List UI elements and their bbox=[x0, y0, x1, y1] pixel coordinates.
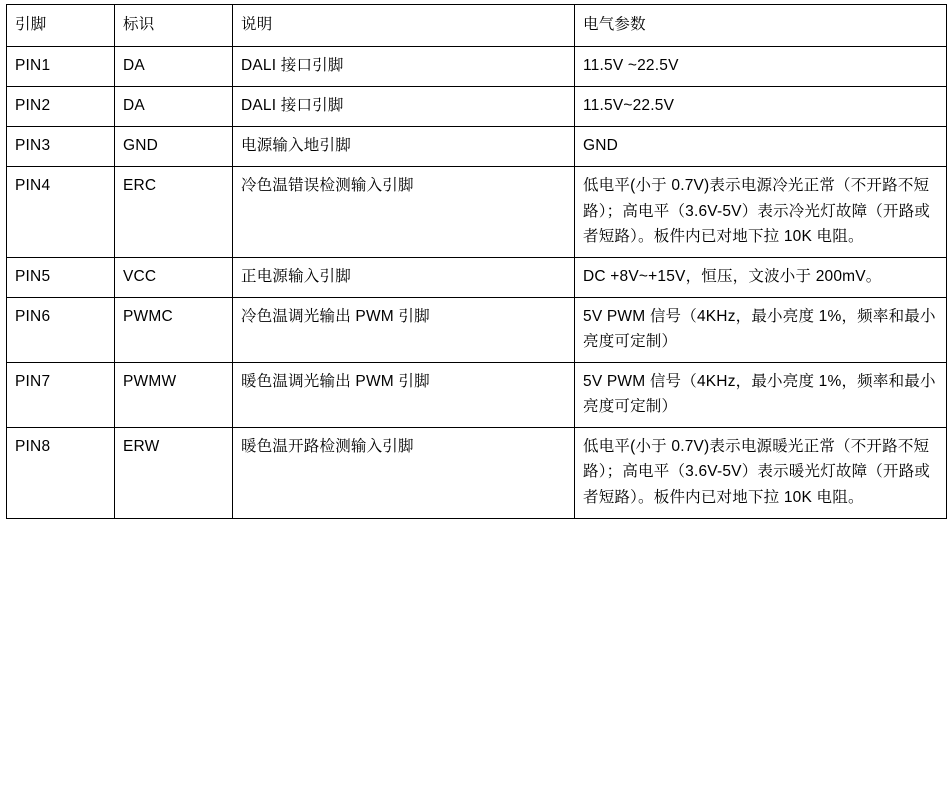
cell-pin bbox=[7, 87, 115, 127]
column-header-electrical-label: 电气参数 bbox=[583, 16, 646, 33]
table-row bbox=[7, 363, 947, 428]
cell-electrical bbox=[575, 127, 947, 167]
cell-electrical bbox=[575, 87, 947, 127]
cell-electrical bbox=[575, 297, 947, 362]
cell-description-text: 电源输入地引脚 bbox=[241, 137, 351, 155]
cell-identifier bbox=[115, 127, 233, 167]
cell-pin-text: PIN4 bbox=[15, 177, 51, 195]
cell-description-text: 暖色温开路检测输入引脚 bbox=[241, 438, 414, 456]
cell-pin-text: PIN2 bbox=[15, 97, 51, 115]
cell-electrical-text: 11.5V~22.5V bbox=[583, 97, 675, 115]
cell-electrical-text: 11.5V ~22.5V bbox=[583, 57, 679, 75]
table-row bbox=[7, 428, 947, 518]
cell-pin bbox=[7, 47, 115, 87]
cell-description-text: 冷色温错误检测输入引脚 bbox=[241, 177, 414, 195]
cell-identifier-text: GND bbox=[123, 137, 159, 155]
column-header-identifier bbox=[115, 5, 233, 47]
cell-identifier-text: PWMW bbox=[123, 373, 177, 391]
cell-electrical bbox=[575, 167, 947, 257]
table-row bbox=[7, 167, 947, 257]
cell-identifier-text: VCC bbox=[123, 267, 157, 285]
cell-description bbox=[233, 127, 575, 167]
cell-electrical-text: DC +8V~+15V，恒压，文波小于 200mV。 bbox=[583, 267, 882, 285]
cell-description-text: DALI 接口引脚 bbox=[241, 97, 344, 115]
cell-electrical-text: 低电平(小于 0.7V)表示电源冷光正常（不开路不短路）；高电平（3.6V-5V）表示冷光灯故障（开路或者短路）。板件内已对地下拉 10K 电阻。 bbox=[583, 177, 931, 245]
cell-description bbox=[233, 363, 575, 428]
cell-pin bbox=[7, 428, 115, 518]
cell-pin-text: PIN8 bbox=[15, 438, 51, 456]
cell-electrical bbox=[575, 428, 947, 518]
cell-description-text: 暖色温调光输出 PWM 引脚 bbox=[241, 373, 430, 391]
column-header-description-label: 说明 bbox=[241, 16, 273, 33]
cell-description bbox=[233, 47, 575, 87]
cell-electrical-text: GND bbox=[583, 137, 619, 155]
column-header-pin bbox=[7, 5, 115, 47]
cell-pin bbox=[7, 297, 115, 362]
cell-description bbox=[233, 428, 575, 518]
table-row bbox=[7, 47, 947, 87]
table-row bbox=[7, 257, 947, 297]
cell-identifier-text: PWMC bbox=[123, 307, 173, 325]
pin-definition-table bbox=[6, 4, 947, 519]
cell-identifier bbox=[115, 257, 233, 297]
table-row bbox=[7, 87, 947, 127]
cell-pin-text: PIN6 bbox=[15, 307, 51, 325]
cell-identifier-text: ERW bbox=[123, 438, 160, 456]
cell-pin bbox=[7, 127, 115, 167]
cell-identifier bbox=[115, 47, 233, 87]
column-header-pin-label: 引脚 bbox=[15, 16, 47, 33]
column-header-electrical bbox=[575, 5, 947, 47]
cell-pin-text: PIN5 bbox=[15, 267, 51, 285]
cell-description-text: DALI 接口引脚 bbox=[241, 57, 344, 75]
cell-description bbox=[233, 257, 575, 297]
table-row bbox=[7, 127, 947, 167]
cell-electrical bbox=[575, 257, 947, 297]
cell-pin-text: PIN1 bbox=[15, 57, 51, 75]
cell-description bbox=[233, 87, 575, 127]
cell-description bbox=[233, 167, 575, 257]
cell-electrical-text: 5V PWM 信号（4KHz，最小亮度 1%，频率和最小亮度可定制） bbox=[583, 373, 936, 416]
column-header-identifier-label: 标识 bbox=[123, 16, 155, 33]
cell-pin bbox=[7, 363, 115, 428]
cell-electrical-text: 低电平(小于 0.7V)表示电源暖光正常（不开路不短路）；高电平（3.6V-5V）表示暖光灯故障（开路或者短路）。板件内已对地下拉 10K 电阻。 bbox=[583, 438, 931, 506]
cell-identifier bbox=[115, 87, 233, 127]
cell-identifier bbox=[115, 297, 233, 362]
column-header-description bbox=[233, 5, 575, 47]
cell-pin bbox=[7, 167, 115, 257]
cell-identifier bbox=[115, 363, 233, 428]
cell-pin-text: PIN3 bbox=[15, 137, 51, 155]
cell-pin-text: PIN7 bbox=[15, 373, 51, 391]
cell-description bbox=[233, 297, 575, 362]
table-header-row bbox=[7, 5, 947, 47]
cell-identifier bbox=[115, 428, 233, 518]
cell-identifier-text: DA bbox=[123, 57, 145, 75]
cell-pin bbox=[7, 257, 115, 297]
cell-electrical bbox=[575, 47, 947, 87]
cell-identifier bbox=[115, 167, 233, 257]
table-row bbox=[7, 297, 947, 362]
cell-identifier-text: DA bbox=[123, 97, 145, 115]
cell-electrical-text: 5V PWM 信号（4KHz，最小亮度 1%，频率和最小亮度可定制） bbox=[583, 307, 936, 350]
cell-description-text: 冷色温调光输出 PWM 引脚 bbox=[241, 307, 430, 325]
cell-description-text: 正电源输入引脚 bbox=[241, 267, 351, 285]
cell-electrical bbox=[575, 363, 947, 428]
cell-identifier-text: ERC bbox=[123, 177, 157, 195]
